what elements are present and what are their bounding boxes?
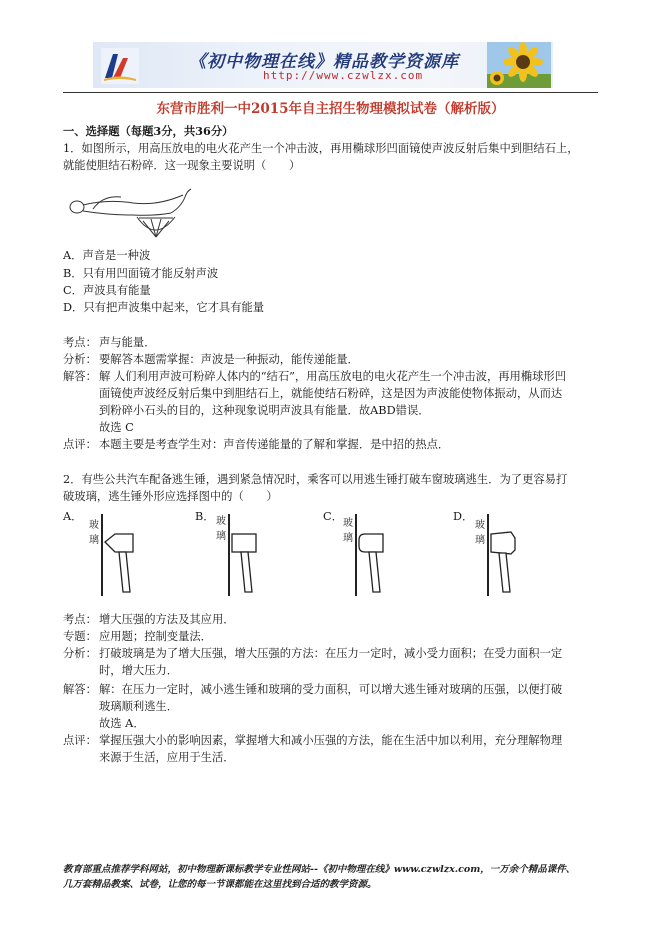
q2-option-a-letter: A． <box>63 510 83 523</box>
page-title: 东营市胜利一中2015年自主招生物理模拟试卷（解析版） <box>156 101 505 117</box>
q1-option-a: A．声音是一种波 <box>63 249 151 262</box>
q1-kaodian: 声与能量． <box>99 336 156 349</box>
q2-fenxi-label: 分析： <box>63 647 97 660</box>
q1-stem-line2: 就能使胆结石粉碎．这一现象主要说明（ ） <box>63 159 301 172</box>
glass-label-1: 玻 <box>216 516 226 527</box>
q1-dianping-label: 点评： <box>63 438 97 451</box>
banner-url[interactable]: http://www.czwlzx.com <box>263 69 424 82</box>
q2-jieda-line1: 解：在压力一定时，减小逃生锤和玻璃的受力面积，可以增大逃生锤对玻璃的压强，以便打破 <box>99 683 563 696</box>
sunflower-icon <box>487 42 551 88</box>
q1-option-d: D．只有把声波集中起来，它才具有能量 <box>63 301 265 314</box>
header-rule <box>63 92 598 93</box>
q1-jieda-label: 解答： <box>63 370 97 383</box>
footer-line1: 教育部重点推荐学科网站，初中物理新课标教学专业性网站--《初中物理在线》www.czwlzx.com，一万余个精品课件、 <box>63 864 576 875</box>
q1-jieda-line4: 故选 C <box>99 421 134 434</box>
q2-hammer-b <box>210 510 270 600</box>
glass-label-2: 璃 <box>216 531 226 542</box>
q2-zhuanti: 应用题；控制变量法． <box>99 630 212 643</box>
q1-kaodian-label: 考点： <box>63 336 97 349</box>
footer-line2: 几万套精品教案、试卷，让您的每一节课都能在这里找到合适的教学资源。 <box>63 879 377 890</box>
q1-dianping: 本题主要是考查学生对：声音传递能量的了解和掌握．是中招的热点． <box>99 438 450 451</box>
q2-option-d-letter: D． <box>453 510 474 523</box>
section-heading: 一、选择题（每题3分，共36分） <box>63 124 234 138</box>
q2-fenxi-line1: 打破玻璃是为了增大压强，增大压强的方法：在压力一定时，减小受力面积；在受力面积一定 <box>99 647 563 660</box>
q2-kaodian-label: 考点： <box>63 613 97 626</box>
q1-jieda-line1: 解 人们利用声波可粉碎人体内的“结石”，用高压放电的电火花产生一个冲击波，再用椭球形凹 <box>99 370 567 383</box>
banner-title: 《初中物理在线》精品教学资源库 <box>189 52 459 72</box>
q2-kaodian: 增大压强的方法及其应用． <box>99 613 235 626</box>
q2-hammer-d <box>465 510 525 600</box>
q1-option-c: C．声波具有能量 <box>63 284 151 297</box>
q2-zhuanti-label: 专题： <box>63 630 97 643</box>
q2-hammer-a <box>85 510 145 600</box>
q2-jieda-label: 解答： <box>63 683 97 696</box>
q1-stem-line1: 1．如图所示，用高压放电的电火花产生一个冲击波，再用椭球形凹面镜使声波反射后集中到胆结石上， <box>63 142 579 155</box>
q1-option-b: B．只有用凹面镜才能反射声波 <box>63 267 219 280</box>
q2-stem-line2: 破玻璃，逃生锤外形应选择图中的（ ） <box>63 490 278 503</box>
q2-stem-line1: 2．有些公共汽车配备逃生锤，遇到紧急情况时，乘客可以用逃生锤打破车窗玻璃逃生．为了更容易打 <box>63 473 568 486</box>
q2-option-b-letter: B． <box>195 510 215 523</box>
q2-hammer-c <box>335 510 395 600</box>
banner <box>93 42 553 88</box>
q2-dianping-line1: 掌握压强大小的影响因素，掌握增大和减小压强的方法，能在生活中加以利用，充分理解物理 <box>99 734 563 747</box>
q1-fenxi-label: 分析： <box>63 353 97 366</box>
glass-label-2: 璃 <box>89 535 99 546</box>
q2-jieda-line2: 玻璃顺利逃生． <box>99 700 179 713</box>
q2-dianping-line2: 来源于生活，应用于生活． <box>99 751 235 764</box>
glass-label-2: 璃 <box>475 535 485 546</box>
q1-jieda-line3: 到粉碎小石头的目的，这种现象说明声波具有能量．故ABD错误． <box>99 404 430 417</box>
glass-label-1: 玻 <box>343 518 353 529</box>
q2-dianping-label: 点评： <box>63 734 97 747</box>
page-footer <box>63 862 598 892</box>
q1-lithotripsy-figure <box>63 185 198 247</box>
q1-jieda-line2: 面镜使声波经反射后集中到胆结石上，就能使结石粉碎，这是因为声波能使物体振动，从而达 <box>99 387 563 400</box>
glass-label-1: 玻 <box>89 520 99 531</box>
q2-fenxi-line2: 时，增大压力． <box>99 664 179 677</box>
q1-fenxi: 要解答本题需掌握：声波是一种振动，能传递能量． <box>99 353 359 366</box>
glass-label-2: 璃 <box>343 533 353 544</box>
q2-option-c-letter: C． <box>323 510 343 523</box>
site-logo-icon <box>101 48 139 84</box>
q2-jieda-line3: 故选 A． <box>99 717 145 730</box>
glass-label-1: 玻 <box>475 520 485 531</box>
